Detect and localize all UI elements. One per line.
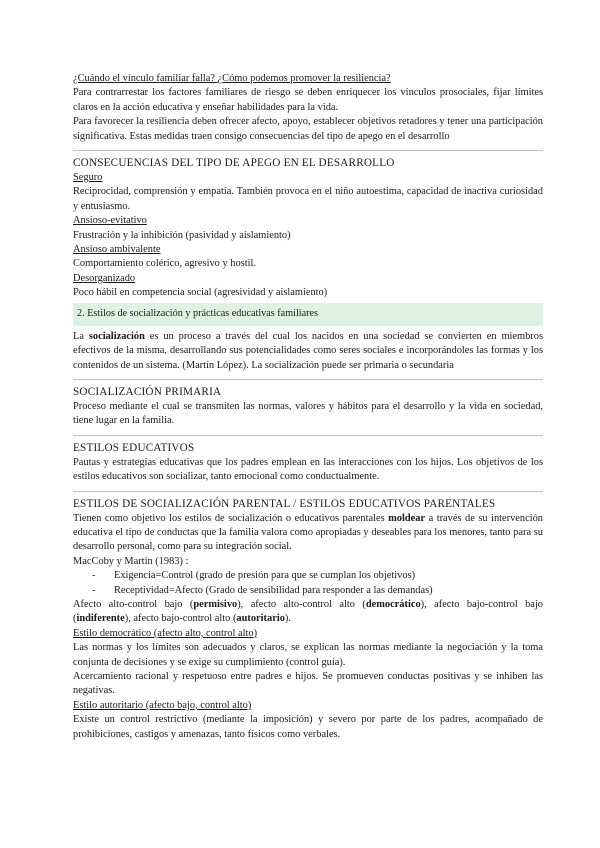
attachment-type-name: Desorganizado — [73, 272, 136, 284]
page-content — [73, 72, 543, 742]
attachment-title: CONSECUENCIAS DEL TIPO DE APEGO EN EL DESARROLLO — [73, 157, 395, 170]
democratic-title: Estilo democrático (afecto alto, control alto) — [73, 627, 258, 639]
attachment-type-desc: Frustración y la inhibición (pasividad y aislamiento) — [73, 229, 291, 241]
attachment-type-desc: Poco hábil en competencia social (agresividad y aislamiento) — [73, 287, 328, 299]
section-2-heading: 2. Estilos de socialización y prácticas educativas familiares — [73, 303, 543, 326]
styles-text: Pautas y estrategias educativas que los padres emplean en las interacciones con los hijos. Los objetivos de los estilos educativos son socializar, tanto emocional como conductualmente. — [73, 456, 543, 483]
divider — [73, 150, 543, 151]
resilience-paragraph-1: Para contrarrestar los factores familiares de riesgo se deben enriquecer los vínculos prosociales, fijar límites claros en la acción educativa y enseñar habilidades para la vida. — [73, 87, 543, 113]
list-item: - Exigencia=Control (grado de presión para que se cumplan los objetivos) — [92, 570, 416, 582]
authoritarian-title: Estilo autoritario (afecto bajo, control alto) — [73, 699, 252, 711]
parental-paragraph-1: Tienen como objetivo los estilos de socialización o educativos parentales moldear a través de su intervención educativa el tipo de conductas que la familia valora como apropiadas y deseables para los menores, tanto para su desarrollo personal, como para su integración social. — [73, 512, 543, 553]
primary-title: SOCIALIZACIÓN PRIMARIA — [73, 385, 222, 398]
authoritarian-paragraph-1: Existe un control restrictivo (mediante la imposición) y severo por parte de los padres, acompañado de prohibiciones, castigos y amenazas, tanto físicos como verbales. — [73, 714, 543, 740]
democratic-paragraph-1: Las normas y los límites son adecuados y claros, se explican las normas mediante la negociación y la toma conjunta de decisiones y se exige su cumplimiento (control guía). — [73, 642, 543, 668]
parental-title: ESTILOS DE SOCIALIZACIÓN PARENTAL / ESTILOS EDUCATIVOS PARENTALES — [73, 497, 496, 510]
attachment-type-name: Ansioso ambivalente — [73, 244, 161, 256]
parental-combinations: Afecto alto-control bajo (permisivo), afecto alto-control alto (democrático), afecto bajo-control bajo (indiferente), afecto bajo-control alto (autoritario). — [73, 598, 544, 625]
primary-text: Proceso mediante el cual se transmiten las normas, valores y hábitos para el desarrollo y la vida en sociedad, tiene lugar en la familia. — [73, 400, 543, 427]
attachment-type-name: Ansioso-evitativo — [73, 215, 147, 227]
parental-source: MacCoby y Martin (1983) : — [73, 555, 189, 567]
resilience-paragraph-2: Para favorecer la resiliencia deben ofrecer afecto, apoyo, establecer objetivos retadores y tener una participación significativa. Estas medidas traen consigo consecuencias del tipo de apego en el desarrollo — [73, 116, 543, 142]
divider — [73, 379, 543, 380]
divider — [73, 491, 543, 492]
attachment-type-name: Seguro — [73, 172, 103, 184]
socialization-term: socialización — [88, 330, 145, 342]
list-item: - Receptividad=Afecto (Grado de sensibilidad para responder a las demandas) — [92, 584, 433, 596]
attachment-type-desc: Reciprocidad, comprensión y empatía. También provoca en el niño autoestima, capacidad de inactiva curiosidad y entusiasmo. — [73, 186, 543, 212]
socialization-intro: La socialización es un proceso a través del cual los nacidos en una sociedad se convierten en miembros efectivos de la misma, desarrollando sus potencialidades como seres sociales e incorporándoles las formas y los contenidos de un sistema. (Martín López). La socialización puede ser primaria o secundaria — [73, 330, 543, 371]
resilience-question: ¿Cuándo el vínculo familiar falla? ¿Cómo podemos promover la resiliencia? — [73, 73, 391, 84]
democratic-paragraph-2: Acercamiento racional y respetuoso entre padres e hijos. Se promueven conductas positivas y se inhiben las negativas. — [73, 671, 543, 697]
attachment-type-desc: Comportamiento colérico, agresivo y hostil. — [73, 258, 256, 270]
divider — [73, 435, 543, 436]
styles-title: ESTILOS EDUCATIVOS — [73, 441, 195, 454]
